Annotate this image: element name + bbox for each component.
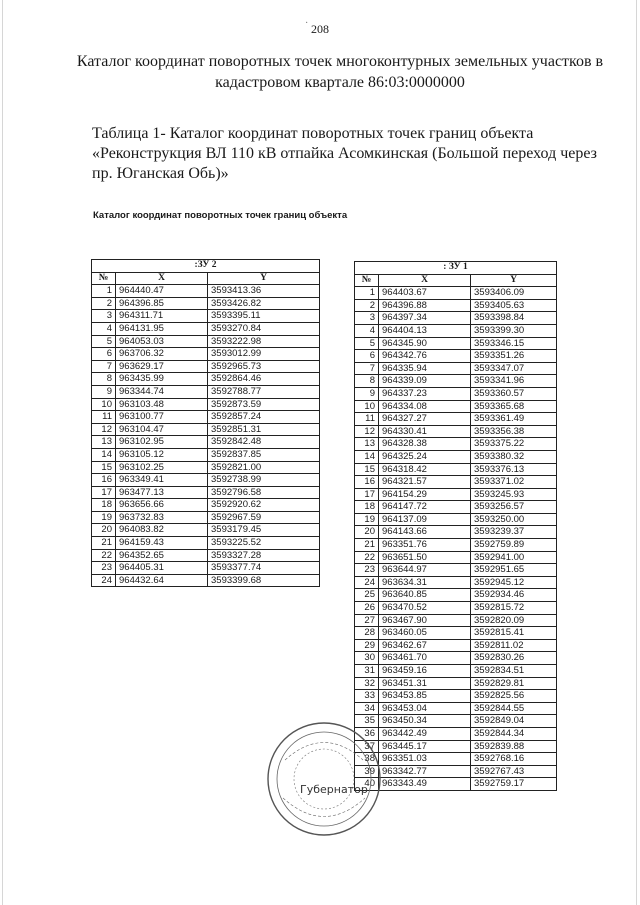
- y-coordinate-cell: 3593341.96: [471, 375, 557, 388]
- x-coordinate-cell: 964083.82: [116, 524, 208, 537]
- official-seal-stamp: [265, 720, 383, 838]
- y-coordinate-cell: 3593426.82: [208, 297, 320, 310]
- y-coordinate-cell: 3592815.72: [471, 602, 557, 615]
- x-coordinate-cell: 963462.67: [379, 639, 471, 652]
- y-coordinate-cell: 3593239.37: [471, 526, 557, 539]
- point-number-cell: 29: [355, 639, 379, 652]
- column-header-y: Y: [208, 272, 320, 285]
- point-number-cell: 24: [355, 576, 379, 589]
- y-coordinate-cell: 3593380.32: [471, 450, 557, 463]
- x-coordinate-cell: 963629.17: [116, 360, 208, 373]
- point-number-cell: 6: [92, 348, 116, 361]
- x-coordinate-cell: 963634.31: [379, 576, 471, 589]
- table-row: [355, 488, 557, 501]
- point-number-cell: 30: [355, 652, 379, 665]
- table-row: [355, 387, 557, 400]
- table-row: [355, 753, 557, 766]
- point-number-cell: 5: [92, 335, 116, 348]
- table-row: [92, 448, 320, 461]
- point-number-cell: 17: [92, 486, 116, 499]
- x-coordinate-cell: 963445.17: [379, 740, 471, 753]
- point-number-cell: 2: [92, 297, 116, 310]
- table-row: [355, 677, 557, 690]
- y-coordinate-cell: 3592951.65: [471, 564, 557, 577]
- table-row: [355, 375, 557, 388]
- table-row: [355, 652, 557, 665]
- y-coordinate-cell: 3593179.45: [208, 524, 320, 537]
- point-number-cell: 21: [92, 537, 116, 550]
- point-number-cell: 14: [355, 450, 379, 463]
- x-coordinate-cell: 963470.52: [379, 602, 471, 615]
- table-row: [355, 602, 557, 615]
- y-coordinate-cell: 3593395.11: [208, 310, 320, 323]
- coordinates-table-zu1: [354, 261, 557, 791]
- point-number-cell: 1: [355, 287, 379, 300]
- y-coordinate-cell: 3593351.26: [471, 350, 557, 363]
- table-row: [355, 450, 557, 463]
- y-coordinate-cell: 3592844.34: [471, 727, 557, 740]
- table-row: [355, 702, 557, 715]
- table-zu1-title: : ЗУ 1: [355, 262, 557, 275]
- table-row: [355, 299, 557, 312]
- y-coordinate-cell: 3593376.13: [471, 463, 557, 476]
- y-coordinate-cell: 3593012.99: [208, 348, 320, 361]
- table-row: [355, 539, 557, 552]
- point-number-cell: 18: [355, 501, 379, 514]
- x-coordinate-cell: 963644.97: [379, 564, 471, 577]
- point-number-cell: 8: [355, 375, 379, 388]
- x-coordinate-cell: 963477.13: [116, 486, 208, 499]
- point-number-cell: 23: [92, 562, 116, 575]
- y-coordinate-cell: 3593405.63: [471, 299, 557, 312]
- y-coordinate-cell: 3593225.52: [208, 537, 320, 550]
- x-coordinate-cell: 963100.77: [116, 411, 208, 424]
- y-coordinate-cell: 3593250.00: [471, 513, 557, 526]
- x-coordinate-cell: 964137.09: [379, 513, 471, 526]
- point-number-cell: 27: [355, 614, 379, 627]
- y-coordinate-cell: 3592759.17: [471, 778, 557, 791]
- point-number-cell: 37: [355, 740, 379, 753]
- x-coordinate-cell: 964345.90: [379, 337, 471, 350]
- point-number-cell: 4: [92, 322, 116, 335]
- x-coordinate-cell: 964311.71: [116, 310, 208, 323]
- y-coordinate-cell: 3592825.56: [471, 690, 557, 703]
- table-row: [355, 778, 557, 791]
- x-coordinate-cell: 963651.50: [379, 551, 471, 564]
- x-coordinate-cell: 963656.66: [116, 499, 208, 512]
- table-row: [92, 360, 320, 373]
- y-coordinate-cell: 3593361.49: [471, 413, 557, 426]
- y-coordinate-cell: 3593360.57: [471, 387, 557, 400]
- table-row: [355, 400, 557, 413]
- y-coordinate-cell: 3592873.59: [208, 398, 320, 411]
- page-number: 208: [311, 22, 329, 36]
- y-coordinate-cell: 3592815.41: [471, 627, 557, 640]
- point-number-cell: 8: [92, 373, 116, 386]
- column-header-x: X: [379, 274, 471, 287]
- y-coordinate-cell: 3592821.00: [208, 461, 320, 474]
- table-row: [92, 398, 320, 411]
- table-row: [355, 324, 557, 337]
- x-coordinate-cell: 963451.31: [379, 677, 471, 690]
- table-row: [92, 562, 320, 575]
- y-coordinate-cell: 3593346.15: [471, 337, 557, 350]
- y-coordinate-cell: 3593245.93: [471, 488, 557, 501]
- point-number-cell: 5: [355, 337, 379, 350]
- table-row: [92, 486, 320, 499]
- point-number-cell: 9: [92, 385, 116, 398]
- point-number-cell: 34: [355, 702, 379, 715]
- y-coordinate-cell: 3592829.81: [471, 677, 557, 690]
- point-number-cell: 18: [92, 499, 116, 512]
- y-coordinate-cell: 3593356.38: [471, 425, 557, 438]
- table-row: [92, 574, 320, 587]
- point-number-cell: 11: [355, 413, 379, 426]
- point-number-cell: 1: [92, 285, 116, 298]
- point-number-cell: 20: [355, 526, 379, 539]
- table-row: [355, 513, 557, 526]
- y-coordinate-cell: 3592837.85: [208, 448, 320, 461]
- table-row: [355, 665, 557, 678]
- x-coordinate-cell: 964327.27: [379, 413, 471, 426]
- coordinates-table-zu2: [91, 259, 320, 587]
- table-caption: Таблица 1- Каталог координат поворотных точек границ объекта «Реконструкция ВЛ 110 кВ отпайка Асомкинская (Большой переход через пр. Юганская Обь)»: [92, 125, 597, 182]
- table-row: [92, 348, 320, 361]
- table-row: [355, 551, 557, 564]
- y-coordinate-cell: 3592759.89: [471, 539, 557, 552]
- y-coordinate-cell: 3593398.84: [471, 312, 557, 325]
- point-number-cell: 7: [92, 360, 116, 373]
- table-row: [355, 413, 557, 426]
- x-coordinate-cell: 964337.23: [379, 387, 471, 400]
- x-coordinate-cell: 964147.72: [379, 501, 471, 514]
- point-number-cell: 4: [355, 324, 379, 337]
- point-number-cell: 2: [355, 299, 379, 312]
- point-number-cell: 16: [92, 474, 116, 487]
- point-number-cell: 40: [355, 778, 379, 791]
- table-row: [92, 549, 320, 562]
- x-coordinate-cell: 963450.34: [379, 715, 471, 728]
- point-number-cell: 9: [355, 387, 379, 400]
- point-number-cell: 19: [355, 513, 379, 526]
- table-row: [92, 474, 320, 487]
- table-row: [92, 297, 320, 310]
- y-coordinate-cell: 3593347.07: [471, 362, 557, 375]
- table-row: [355, 362, 557, 375]
- table-row: [92, 524, 320, 537]
- point-number-cell: 36: [355, 727, 379, 740]
- column-header-number: №: [355, 274, 379, 287]
- point-number-cell: 22: [92, 549, 116, 562]
- table-row: [355, 337, 557, 350]
- x-coordinate-cell: 963453.85: [379, 690, 471, 703]
- x-coordinate-cell: 963103.48: [116, 398, 208, 411]
- table-row: [355, 350, 557, 363]
- point-number-cell: 3: [92, 310, 116, 323]
- point-number-cell: 12: [92, 423, 116, 436]
- y-coordinate-cell: 3593399.30: [471, 324, 557, 337]
- table-row: [92, 285, 320, 298]
- page-title: Каталог координат поворотных точек многоконтурных земельных участков в кадастровом квартале 86:03:0000000: [76, 53, 604, 91]
- point-number-cell: 14: [92, 448, 116, 461]
- point-number-cell: 13: [355, 438, 379, 451]
- point-number-cell: 39: [355, 765, 379, 778]
- y-coordinate-cell: 3592738.99: [208, 474, 320, 487]
- x-coordinate-cell: 963706.32: [116, 348, 208, 361]
- point-number-cell: 15: [92, 461, 116, 474]
- x-coordinate-cell: 964330.41: [379, 425, 471, 438]
- table-row: [355, 564, 557, 577]
- x-coordinate-cell: 963105.12: [116, 448, 208, 461]
- point-number-cell: 20: [92, 524, 116, 537]
- y-coordinate-cell: 3592768.16: [471, 753, 557, 766]
- y-coordinate-cell: 3592844.55: [471, 702, 557, 715]
- table-row: [355, 463, 557, 476]
- left-edge-line: [2, 0, 3, 905]
- x-coordinate-cell: 964397.34: [379, 312, 471, 325]
- governor-signature: Губернатор: [300, 783, 368, 796]
- table-row: [355, 727, 557, 740]
- table-row: [92, 511, 320, 524]
- x-coordinate-cell: 964318.42: [379, 463, 471, 476]
- y-coordinate-cell: 3592965.73: [208, 360, 320, 373]
- x-coordinate-cell: 964328.38: [379, 438, 471, 451]
- table-row: [355, 690, 557, 703]
- x-coordinate-cell: 963104.47: [116, 423, 208, 436]
- x-coordinate-cell: 963640.85: [379, 589, 471, 602]
- point-number-cell: 38: [355, 753, 379, 766]
- table-row: [92, 373, 320, 386]
- x-coordinate-cell: 963461.70: [379, 652, 471, 665]
- x-coordinate-cell: 964396.85: [116, 297, 208, 310]
- table-row: [92, 499, 320, 512]
- x-coordinate-cell: 963344.74: [116, 385, 208, 398]
- table-row: [92, 411, 320, 424]
- table-row: [355, 476, 557, 489]
- x-coordinate-cell: 964335.94: [379, 362, 471, 375]
- point-number-cell: 19: [92, 511, 116, 524]
- y-coordinate-cell: 3592811.02: [471, 639, 557, 652]
- y-coordinate-cell: 3592767.43: [471, 765, 557, 778]
- point-number-cell: 12: [355, 425, 379, 438]
- point-number-cell: 10: [355, 400, 379, 413]
- table-row: [355, 576, 557, 589]
- column-header-y: Y: [471, 274, 557, 287]
- table-row: [355, 589, 557, 602]
- y-coordinate-cell: 3593371.02: [471, 476, 557, 489]
- x-coordinate-cell: 964154.29: [379, 488, 471, 501]
- x-coordinate-cell: 964159.43: [116, 537, 208, 550]
- column-header-x: X: [116, 272, 208, 285]
- table-row: [355, 312, 557, 325]
- x-coordinate-cell: 964342.76: [379, 350, 471, 363]
- x-coordinate-cell: 964131.95: [116, 322, 208, 335]
- x-coordinate-cell: 964053.03: [116, 335, 208, 348]
- point-number-cell: 35: [355, 715, 379, 728]
- table-row: [92, 322, 320, 335]
- y-coordinate-cell: 3593406.09: [471, 287, 557, 300]
- x-coordinate-cell: 963349.41: [116, 474, 208, 487]
- table-row: [92, 537, 320, 550]
- x-coordinate-cell: 964325.24: [379, 450, 471, 463]
- y-coordinate-cell: 3593399.68: [208, 574, 320, 587]
- y-coordinate-cell: 3592842.48: [208, 436, 320, 449]
- x-coordinate-cell: 963351.76: [379, 539, 471, 552]
- y-coordinate-cell: 3592849.04: [471, 715, 557, 728]
- point-number-cell: 23: [355, 564, 379, 577]
- point-number-cell: 6: [355, 350, 379, 363]
- y-coordinate-cell: 3593256.57: [471, 501, 557, 514]
- table-row: [355, 501, 557, 514]
- point-number-cell: 10: [92, 398, 116, 411]
- point-number-cell: 16: [355, 476, 379, 489]
- x-coordinate-cell: 963453.04: [379, 702, 471, 715]
- y-coordinate-cell: 3592857.24: [208, 411, 320, 424]
- y-coordinate-cell: 3593377.74: [208, 562, 320, 575]
- point-number-cell: 15: [355, 463, 379, 476]
- x-coordinate-cell: 964440.47: [116, 285, 208, 298]
- x-coordinate-cell: 964334.08: [379, 400, 471, 413]
- y-coordinate-cell: 3593375.22: [471, 438, 557, 451]
- x-coordinate-cell: 963102.25: [116, 461, 208, 474]
- x-coordinate-cell: 963442.49: [379, 727, 471, 740]
- y-coordinate-cell: 3592967.59: [208, 511, 320, 524]
- y-coordinate-cell: 3593222.98: [208, 335, 320, 348]
- table-row: [355, 438, 557, 451]
- table-row: [355, 627, 557, 640]
- table-row: [92, 461, 320, 474]
- table-row: [92, 385, 320, 398]
- x-coordinate-cell: 963459.16: [379, 665, 471, 678]
- point-number-cell: 22: [355, 551, 379, 564]
- point-number-cell: 31: [355, 665, 379, 678]
- point-number-cell: 21: [355, 539, 379, 552]
- x-coordinate-cell: 964352.65: [116, 549, 208, 562]
- table-row: [92, 423, 320, 436]
- table-row: [355, 287, 557, 300]
- x-coordinate-cell: 964403.67: [379, 287, 471, 300]
- x-coordinate-cell: 964339.09: [379, 375, 471, 388]
- table-row: [92, 335, 320, 348]
- y-coordinate-cell: 3592851.31: [208, 423, 320, 436]
- right-edge-line: [636, 0, 637, 905]
- x-coordinate-cell: 963460.05: [379, 627, 471, 640]
- table-zu2-title: :ЗУ 2: [92, 260, 320, 273]
- point-number-cell: 11: [92, 411, 116, 424]
- point-number-cell: 26: [355, 602, 379, 615]
- x-coordinate-cell: 964396.88: [379, 299, 471, 312]
- x-coordinate-cell: 964432.64: [116, 574, 208, 587]
- x-coordinate-cell: 964404.13: [379, 324, 471, 337]
- y-coordinate-cell: 3592941.00: [471, 551, 557, 564]
- x-coordinate-cell: 964405.31: [116, 562, 208, 575]
- x-coordinate-cell: 963351.03: [379, 753, 471, 766]
- column-header-number: №: [92, 272, 116, 285]
- table-row: [355, 639, 557, 652]
- y-coordinate-cell: 3592839.88: [471, 740, 557, 753]
- x-coordinate-cell: 963732.83: [116, 511, 208, 524]
- y-coordinate-cell: 3593365.68: [471, 400, 557, 413]
- point-number-cell: 33: [355, 690, 379, 703]
- y-coordinate-cell: 3592788.77: [208, 385, 320, 398]
- table-row: [355, 526, 557, 539]
- point-number-cell: 25: [355, 589, 379, 602]
- table-row: [355, 614, 557, 627]
- y-coordinate-cell: 3592796.58: [208, 486, 320, 499]
- x-coordinate-cell: 963342.77: [379, 765, 471, 778]
- y-coordinate-cell: 3592820.09: [471, 614, 557, 627]
- x-coordinate-cell: 963102.95: [116, 436, 208, 449]
- table-row: [355, 740, 557, 753]
- table-row: [355, 765, 557, 778]
- table-row: [92, 436, 320, 449]
- point-number-cell: 17: [355, 488, 379, 501]
- y-coordinate-cell: 3592834.51: [471, 665, 557, 678]
- x-coordinate-cell: 963467.90: [379, 614, 471, 627]
- table-row: [355, 715, 557, 728]
- y-coordinate-cell: 3593413.36: [208, 285, 320, 298]
- point-number-cell: 28: [355, 627, 379, 640]
- y-coordinate-cell: 3593270.84: [208, 322, 320, 335]
- y-coordinate-cell: 3592945.12: [471, 576, 557, 589]
- point-number-cell: 7: [355, 362, 379, 375]
- x-coordinate-cell: 964321.57: [379, 476, 471, 489]
- section-heading: Каталог координат поворотных точек границ объекта: [93, 210, 348, 221]
- x-coordinate-cell: 963343.49: [379, 778, 471, 791]
- y-coordinate-cell: 3592934.46: [471, 589, 557, 602]
- y-coordinate-cell: 3592864.46: [208, 373, 320, 386]
- scan-mark: ·: [305, 18, 309, 29]
- point-number-cell: 3: [355, 312, 379, 325]
- y-coordinate-cell: 3592830.26: [471, 652, 557, 665]
- table-row: [355, 425, 557, 438]
- y-coordinate-cell: 3593327.28: [208, 549, 320, 562]
- x-coordinate-cell: 964143.66: [379, 526, 471, 539]
- table-row: [92, 310, 320, 323]
- point-number-cell: 32: [355, 677, 379, 690]
- point-number-cell: 24: [92, 574, 116, 587]
- y-coordinate-cell: 3592920.62: [208, 499, 320, 512]
- x-coordinate-cell: 963435.99: [116, 373, 208, 386]
- point-number-cell: 13: [92, 436, 116, 449]
